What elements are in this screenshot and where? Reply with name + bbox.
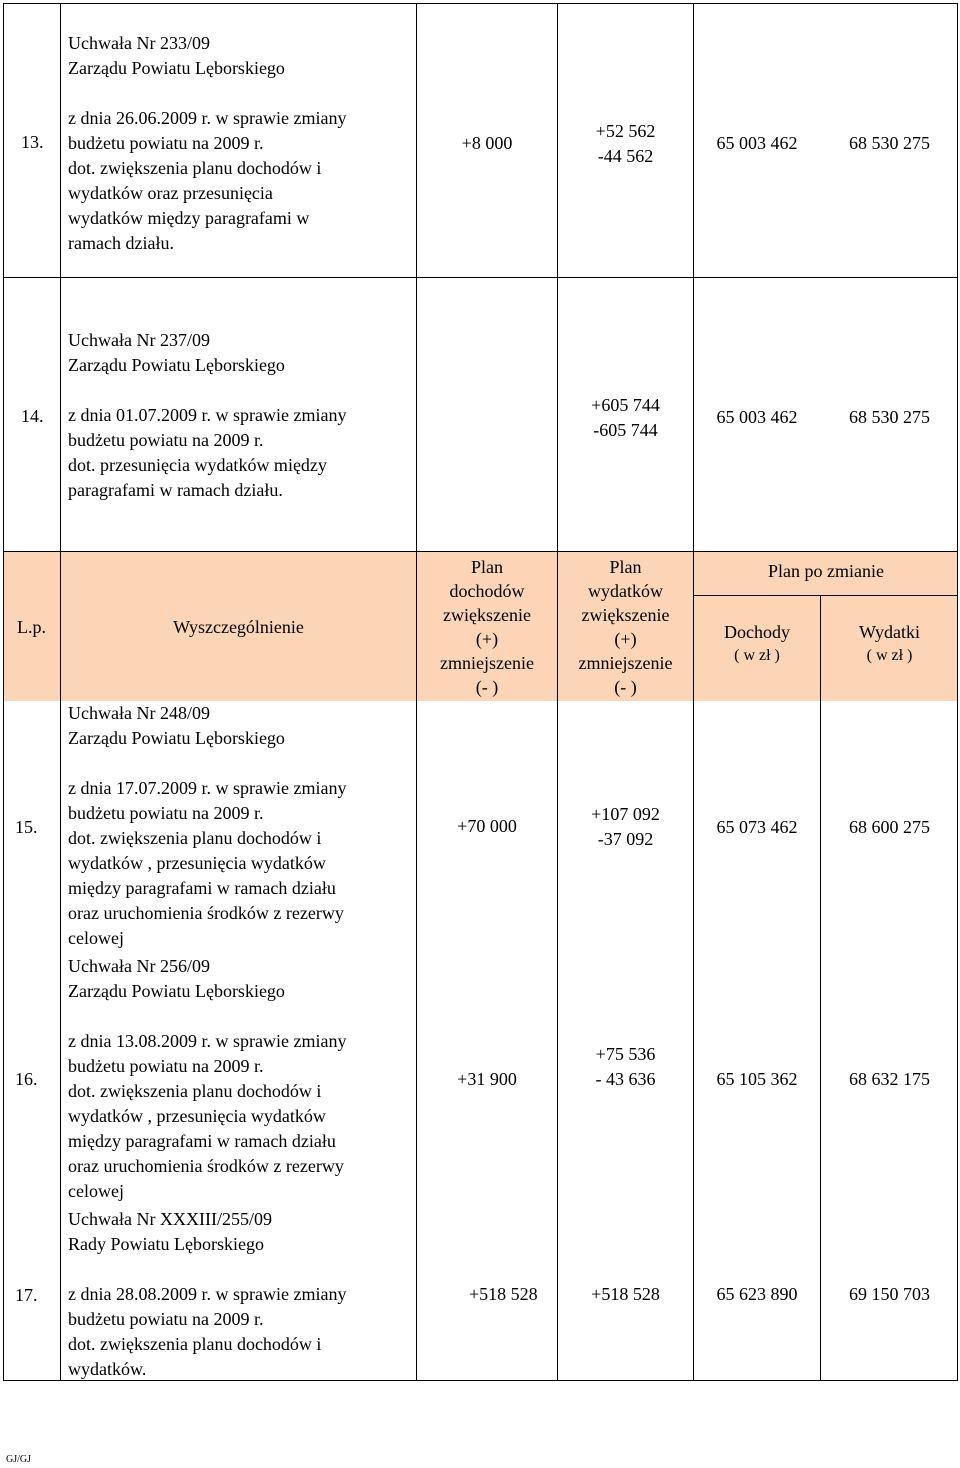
row-17-wydatki: 69 150 703 bbox=[849, 1284, 930, 1304]
row-15-wydatki: 68 600 275 bbox=[849, 817, 930, 837]
row-15-plan-dochodow: +70 000 bbox=[457, 816, 517, 836]
row-17-dochody: 65 623 890 bbox=[716, 1284, 798, 1304]
column-border bbox=[557, 3, 558, 1381]
column-border bbox=[693, 3, 694, 1381]
subheader-border bbox=[694, 595, 958, 596]
header-wyszczegolnienie: Wyszczególnienie bbox=[173, 617, 304, 637]
row-17-lp: 17. bbox=[15, 1285, 38, 1305]
column-border bbox=[820, 595, 821, 1381]
row-17-plan-wydatkow: +518 528 bbox=[591, 1284, 660, 1304]
row-15-lp: 15. bbox=[15, 817, 38, 837]
row-border bbox=[3, 551, 958, 552]
budget-changes-table: L.p. Wyszczególnienie Plan dochodów zwiększenie (+) zmniejszenie (- ) Plan wydatków zwiększenie (+) zmniejszenie (- ) Plan po zmianie Dochody ( w zł ) Wydatki ( w zł ) 13. Uchwała Nr 233/09 Zarządu Powiatu Lęborskiego z dnia 26.06.2009 r. w sprawie zmiany budżetu powiatu na 2009 r. dot. zwiększenia planu dochodów i wydatków oraz przesunięcia wydatków między paragrafami w ramach działu. +8 000 +52 562 -44 562 65 003 462 68 530 275 14. Uchwała Nr 237/09 Zarządu Powiatu Lęborskiego z dnia 01.07.2009 r. w sprawie zmiany budżetu powiatu na 2009 r. dot. przesunięcia wydatków między paragrafami w ramach działu. +605 744 -605 744 65 003 462 68 530 275 15. Uchwała Nr 248/09 Zarządu Powiatu Lęborskiego z dnia 17.07.2009 r. w sprawie zmiany budżetu powiatu na 2009 r. dot. zwiększenia planu dochodów i wydatków , przesunięcia wydatków między paragrafami w ramach działu oraz uruchomienia środków z rezerwy celowej +70 000 +107 092 -37 092 65 073 462 68 600 275 16. Uchwała Nr 256/09 Zarządu Powiatu Lęborskiego z dnia 13.08.2009 r. w sprawie zmiany budżetu powiatu na 2009 r. dot. zwiększenia planu dochodów i wydatków , przesunięcia wydatków między paragrafami w ramach działu oraz uruchomienia środków z rezerwy celowej +31 900 +75 536 - 43 636 65 105 362 68 632 175 17. Uchwała Nr XXXIII/255/09 Rady Powiatu Lęborskiego z dnia 28.08.2009 r. w sprawie zmiany budżetu powiatu na 2009 r. dot. zwiększenia planu dochodów i wydatków. +518 528 +518 528 65 623 890 69 150 703 bbox=[3, 3, 958, 1381]
header-plan-po-zmianie: Plan po zmianie bbox=[768, 561, 884, 581]
row-16-lp: 16. bbox=[15, 1069, 38, 1089]
row-14-dochody: 65 003 462 bbox=[716, 407, 798, 427]
header-plan-wydatkow: Plan wydatków zwiększenie (+) zmniejszenie (- ) bbox=[578, 557, 673, 697]
row-13-plan-dochodow: +8 000 bbox=[461, 133, 513, 153]
column-border bbox=[416, 3, 417, 1381]
row-17-plan-dochodow: +518 528 bbox=[469, 1284, 538, 1304]
header-wydatki: Wydatki ( w zł ) bbox=[859, 622, 920, 664]
footer-initials: GJ/GJ bbox=[6, 1454, 32, 1465]
row-14-lp: 14. bbox=[21, 406, 44, 426]
row-15-dochody: 65 073 462 bbox=[716, 817, 798, 837]
row-border bbox=[3, 3, 958, 4]
column-border bbox=[3, 3, 4, 1381]
row-border bbox=[3, 277, 958, 278]
row-16-plan-dochodow: +31 900 bbox=[457, 1069, 517, 1089]
header-dochody: Dochody ( w zł ) bbox=[724, 622, 790, 664]
header-lp: L.p. bbox=[17, 617, 46, 637]
column-border bbox=[60, 3, 61, 1381]
row-13-lp: 13. bbox=[21, 132, 44, 152]
row-16-dochody: 65 105 362 bbox=[716, 1069, 798, 1089]
row-16-wydatki: 68 632 175 bbox=[849, 1069, 930, 1089]
header-plan-dochodow: Plan dochodów zwiększenie (+) zmniejszenie (- ) bbox=[440, 557, 534, 697]
column-border bbox=[957, 3, 958, 1381]
row-14-wydatki: 68 530 275 bbox=[849, 407, 930, 427]
row-13-dochody: 65 003 462 bbox=[716, 133, 798, 153]
row-13-wydatki: 68 530 275 bbox=[849, 133, 930, 153]
